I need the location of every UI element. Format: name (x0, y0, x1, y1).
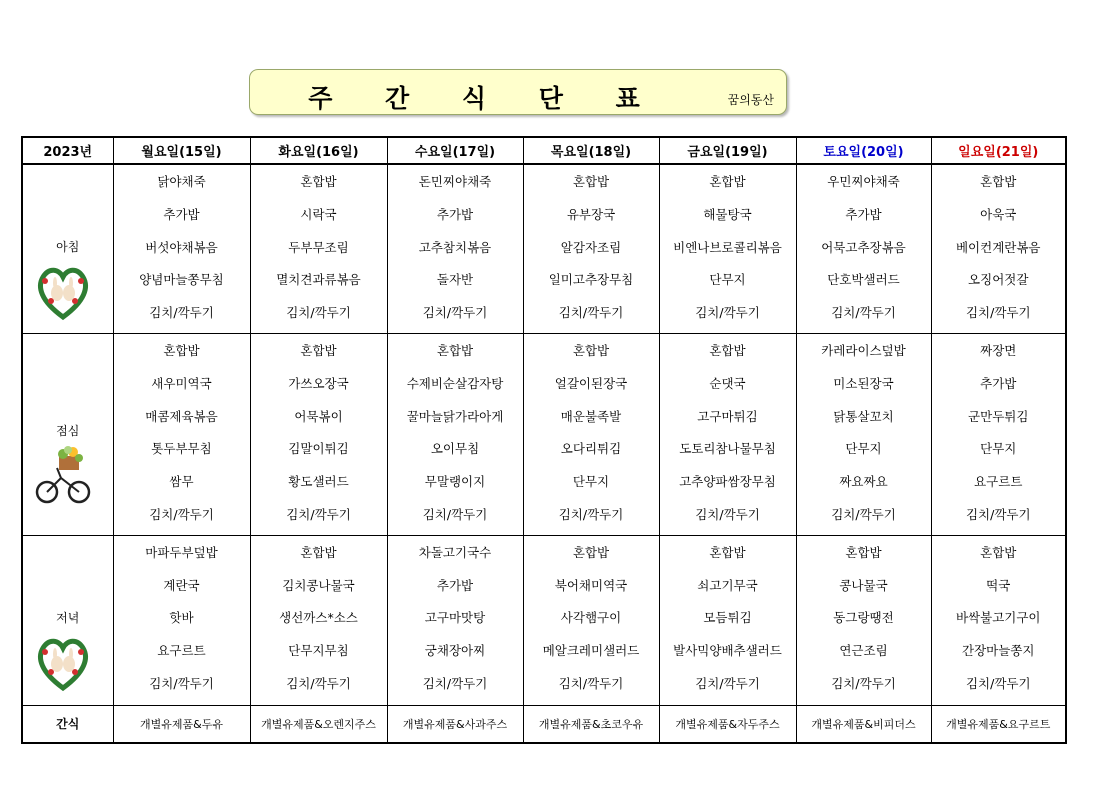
lunch-menu-cell (931, 333, 1066, 535)
menu-item: 연근조림 (839, 643, 888, 659)
dinner-menu-cell (659, 535, 796, 705)
page-title: 주 간 식 단 표 (308, 84, 662, 113)
dinner-row (22, 535, 1066, 705)
snack-cell: 개별유제품&자두주스 (659, 705, 796, 743)
menu-item: 혼합밥 (845, 544, 882, 560)
menu-item: 마파두부덮밥 (145, 544, 218, 560)
menu-item: 황도샐러드 (288, 474, 349, 490)
menu-item: 고추양파쌈장무침 (679, 474, 776, 490)
menu-item: 고구마튀김 (697, 408, 758, 424)
menu-item: 사각햄구이 (560, 610, 622, 626)
menu-item: 아욱국 (980, 206, 1017, 222)
menu-item: 김치/깍두기 (149, 506, 214, 522)
day-header-tue: 화요일(16일) (250, 137, 387, 164)
menu-item: 톳두부무침 (151, 441, 212, 457)
day-header-fri: 금요일(19일) (659, 137, 796, 164)
snack-cell: 개별유제품&비피더스 (796, 705, 931, 743)
snack-cell: 개별유제품&초코우유 (523, 705, 659, 743)
menu-item: 김치/깍두기 (965, 305, 1031, 321)
menu-item: 닭통살꼬치 (833, 408, 894, 424)
menu-item: 김치/깍두기 (831, 305, 896, 321)
menu-item: 베이컨계란볶음 (955, 239, 1041, 255)
snack-cell: 개별유제품&오렌지주스 (250, 705, 387, 743)
menu-item: 핫바 (169, 610, 194, 626)
menu-item: 추가밥 (436, 577, 474, 593)
menu-item: 계란국 (163, 577, 200, 593)
menu-item: 닭야채죽 (157, 174, 206, 189)
menu-item: 요구르트 (157, 643, 206, 659)
menu-item: 고구마맛탕 (424, 610, 486, 626)
menu-item: 순댓국 (709, 375, 746, 391)
menu-item: 추가밥 (980, 375, 1017, 391)
dinner-menu-cell (113, 535, 250, 705)
menu-item: 궁채장아찌 (424, 643, 486, 659)
menu-item: 군만두튀김 (968, 408, 1029, 424)
menu-item: 단호박샐러드 (827, 272, 900, 288)
lunch-menu-cell (113, 333, 250, 535)
menu-item: 꿀마늘닭가라아게 (406, 408, 504, 424)
day-header-sat: 토요일(20일) (796, 137, 931, 164)
menu-item: 혼합밥 (572, 342, 610, 358)
menu-item: 짜요짜요 (839, 474, 888, 490)
breakfast-menu-cell (796, 164, 931, 333)
menu-item: 김치/깍두기 (286, 675, 351, 691)
menu-item: 떡국 (986, 577, 1011, 593)
header-row (22, 137, 1066, 164)
lunch-label: 점심 (56, 423, 80, 438)
menu-item: 오징어젓갈 (968, 272, 1029, 288)
menu-item: 콩나물국 (839, 577, 888, 593)
breakfast-row (22, 164, 1066, 333)
menu-item: 어묵고추장볶음 (821, 239, 906, 255)
menu-item: 모듬튀김 (703, 610, 752, 626)
dinner-menu-cell (523, 535, 659, 705)
menu-item: 일미고추장무침 (548, 272, 634, 288)
rabbit-wreath-icon (35, 632, 91, 692)
menu-item: 수제비순살감자탕 (406, 375, 504, 391)
lunch-menu-cell (659, 333, 796, 535)
menu-item: 김치/깍두기 (695, 305, 760, 321)
snack-label: 간식 (22, 705, 113, 743)
menu-item: 김치/깍두기 (695, 506, 760, 522)
menu-item: 김치/깍두기 (422, 506, 488, 522)
menu-item: 김치/깍두기 (965, 506, 1031, 522)
menu-item: 김치/깍두기 (695, 675, 760, 691)
menu-item: 요구르트 (974, 474, 1023, 490)
menu-item: 단무지 (572, 474, 610, 490)
breakfast-menu-cell (659, 164, 796, 333)
menu-item: 버섯야채볶음 (145, 239, 218, 255)
breakfast-label: 아침 (56, 240, 80, 254)
menu-item: 매콤제육볶음 (145, 408, 218, 424)
menu-item: 추가밥 (845, 206, 882, 222)
menu-item: 동그랑땡전 (833, 610, 894, 626)
lunch-menu-cell (796, 333, 931, 535)
dinner-menu-cell (931, 535, 1066, 705)
day-header-wed: 수요일(17일) (387, 137, 523, 164)
breakfast-menu-cell (113, 164, 250, 333)
menu-item: 김치/깍두기 (558, 675, 624, 691)
menu-item: 김치/깍두기 (831, 675, 896, 691)
menu-item: 김치/깍두기 (149, 305, 214, 321)
menu-item: 혼합밥 (572, 544, 610, 560)
menu-item: 시락국 (300, 206, 337, 222)
title-box (249, 69, 787, 115)
lunch-menu-cell (523, 333, 659, 535)
breakfast-menu-cell (250, 164, 387, 333)
menu-item: 발사믹양배추샐러드 (673, 643, 782, 659)
dinner-label: 저녁 (56, 610, 80, 625)
lunch-menu-cell (387, 333, 523, 535)
snack-row (22, 705, 1066, 743)
lunch-menu-cell (250, 333, 387, 535)
menu-item: 쇠고기무국 (697, 577, 758, 593)
menu-item: 매운불족발 (560, 408, 622, 424)
day-header-sun: 일요일(21일) (931, 137, 1066, 164)
menu-item: 김치/깍두기 (422, 675, 488, 691)
menu-item: 간장마늘쫑지 (962, 643, 1035, 659)
menu-item: 혼합밥 (300, 342, 337, 358)
menu-item: 무말랭이지 (424, 474, 486, 490)
menu-item: 양념마늘쫑무침 (139, 272, 224, 288)
snack-cell: 개별유제품&두유 (113, 705, 250, 743)
menu-item: 혼합밥 (709, 342, 746, 358)
menu-item: 바싹불고기구이 (955, 610, 1041, 626)
menu-item: 단무지 (709, 272, 746, 288)
menu-item: 혼합밥 (436, 342, 474, 358)
menu-item: 오이무침 (430, 441, 480, 457)
menu-item: 어묵볶이 (294, 408, 343, 424)
menu-item: 김치/깍두기 (149, 675, 214, 691)
menu-item: 미소된장국 (833, 375, 894, 391)
menu-item: 김치/깍두기 (422, 305, 488, 321)
menu-item: 가쓰오장국 (288, 375, 349, 391)
menu-item: 고추참치볶음 (418, 239, 492, 255)
menu-item: 새우미역국 (151, 375, 212, 391)
year-header: 2023년 (22, 137, 113, 164)
snack-cell: 개별유제품&사과주스 (387, 705, 523, 743)
menu-item: 혼합밥 (709, 174, 746, 189)
bicycle-flowers-icon (35, 442, 91, 506)
menu-item: 혼합밥 (300, 174, 337, 189)
day-header-thu: 목요일(18일) (523, 137, 659, 164)
menu-item: 김치/깍두기 (286, 506, 351, 522)
menu-item: 비엔나브로콜리볶음 (673, 239, 782, 255)
menu-item: 도토리참나물무침 (679, 441, 776, 457)
weekly-menu-table (21, 136, 1067, 744)
menu-item: 생선까스*소스 (279, 610, 358, 626)
menu-item: 혼합밥 (300, 544, 337, 560)
menu-item: 추가밥 (436, 206, 474, 222)
menu-item: 추가밥 (163, 206, 200, 222)
menu-item: 단무지 (845, 441, 882, 457)
menu-item: 단무지 (980, 441, 1017, 457)
menu-item: 김치/깍두기 (965, 675, 1031, 691)
menu-item: 돈민찌야채죽 (418, 174, 492, 189)
menu-item: 우민찌야채죽 (827, 174, 900, 189)
menu-item: 김치/깍두기 (558, 305, 624, 321)
menu-item: 혼합밥 (980, 174, 1017, 189)
menu-item: 혼합밥 (980, 544, 1017, 560)
day-header-mon: 월요일(15일) (113, 137, 250, 164)
menu-item: 혼합밥 (572, 174, 610, 189)
menu-item: 메알크레미샐러드 (542, 643, 640, 659)
menu-item: 북어채미역국 (554, 577, 628, 593)
dinner-label-cell (22, 535, 113, 705)
lunch-label-cell (22, 333, 113, 535)
menu-item: 김치콩나물국 (282, 577, 355, 593)
breakfast-label-cell (22, 164, 113, 333)
menu-item: 김말이튀김 (288, 441, 349, 457)
menu-item: 짜장면 (980, 342, 1017, 358)
menu-item: 얼갈이된장국 (554, 375, 628, 391)
rabbit-wreath-icon (35, 261, 91, 321)
snack-cell: 개별유제품&요구르트 (931, 705, 1066, 743)
menu-item: 김치/깍두기 (286, 305, 351, 321)
breakfast-menu-cell (387, 164, 523, 333)
menu-item: 돌자반 (436, 272, 474, 288)
menu-item: 멸치견과류볶음 (276, 272, 361, 288)
menu-item: 혼합밥 (163, 342, 200, 358)
menu-item: 카레라이스덮밥 (821, 342, 906, 358)
menu-item: 김치/깍두기 (558, 506, 624, 522)
menu-item: 쌈무 (169, 474, 194, 490)
menu-item: 유부장국 (566, 206, 616, 222)
menu-item: 두부무조림 (288, 239, 349, 255)
menu-item: 단무지무침 (288, 643, 349, 659)
menu-item: 혼합밥 (709, 544, 746, 560)
breakfast-menu-cell (931, 164, 1066, 333)
menu-item: 김치/깍두기 (831, 506, 896, 522)
dinner-menu-cell (387, 535, 523, 705)
center-name: 꿈의동산 (727, 93, 774, 107)
menu-item: 해물탕국 (703, 206, 752, 222)
breakfast-menu-cell (523, 164, 659, 333)
menu-item: 알감자조림 (560, 239, 622, 255)
menu-item: 오다리튀김 (560, 441, 622, 457)
dinner-menu-cell (250, 535, 387, 705)
dinner-menu-cell (796, 535, 931, 705)
lunch-row (22, 333, 1066, 535)
menu-item: 차돌고기국수 (418, 544, 492, 560)
